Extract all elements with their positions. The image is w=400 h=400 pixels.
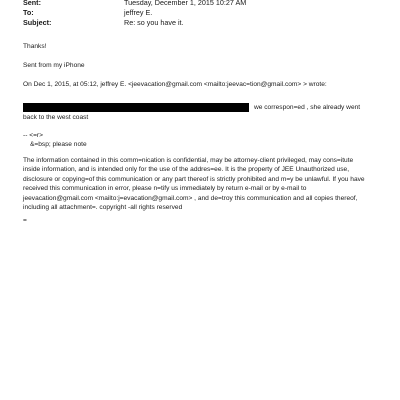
to-label: To: (23, 8, 34, 17)
sent-value: Tuesday, December 1, 2015 10:27 AM (124, 0, 247, 7)
disclaimer-line: disclosure or copying=of this communication or any part thereof is strictly prohibited and m=y be unlawful. If you have (23, 175, 365, 183)
quote-intro: On Dec 1, 2015, at 05:12, jeffrey E. <jeevacation@gmail.com <mailto:jeevac=tion@gmail.com> > wrote: (23, 81, 327, 88)
quoted-text-line2: back to the west coast (23, 114, 89, 121)
subject-label: Subject: (23, 18, 52, 27)
signature-note: &=bsp; please note (30, 141, 87, 148)
disclaimer-line: received this communication in error, please n=tify us immediately by return e-mail or by e-mail to (23, 185, 307, 193)
disclaimer-line: inside information, and is intended only for the use of the addres=ee. It is the property of JEE Unauthorized use, (23, 166, 350, 174)
disclaimer-line: including all attachment=. copyright -all rights reserved (23, 204, 183, 212)
redaction-bar (23, 103, 249, 112)
sent-label: Sent: (23, 0, 41, 7)
quoted-text-line1: we correspon=ed , she already went (254, 104, 361, 111)
trailing-mark: = (23, 217, 27, 224)
subject-value: Re: so you have it. (124, 18, 184, 27)
mobile-signature: Sent from my iPhone (23, 62, 85, 69)
disclaimer-line: The information contained in this comm=nication is confidential, may be attorney-client privileged, may cons=itute (23, 157, 354, 164)
confidentiality-disclaimer (23, 156, 383, 212)
signature-dashes: -- <=r> (23, 132, 43, 139)
disclaimer-line: jeevacation@gmail.com <mailto:j=evacation@gmail.com> , and de=troy this communication and all copies thereof, (23, 194, 358, 202)
to-value: jeffrey E. (124, 8, 153, 17)
thanks-text: Thanks! (23, 43, 47, 50)
